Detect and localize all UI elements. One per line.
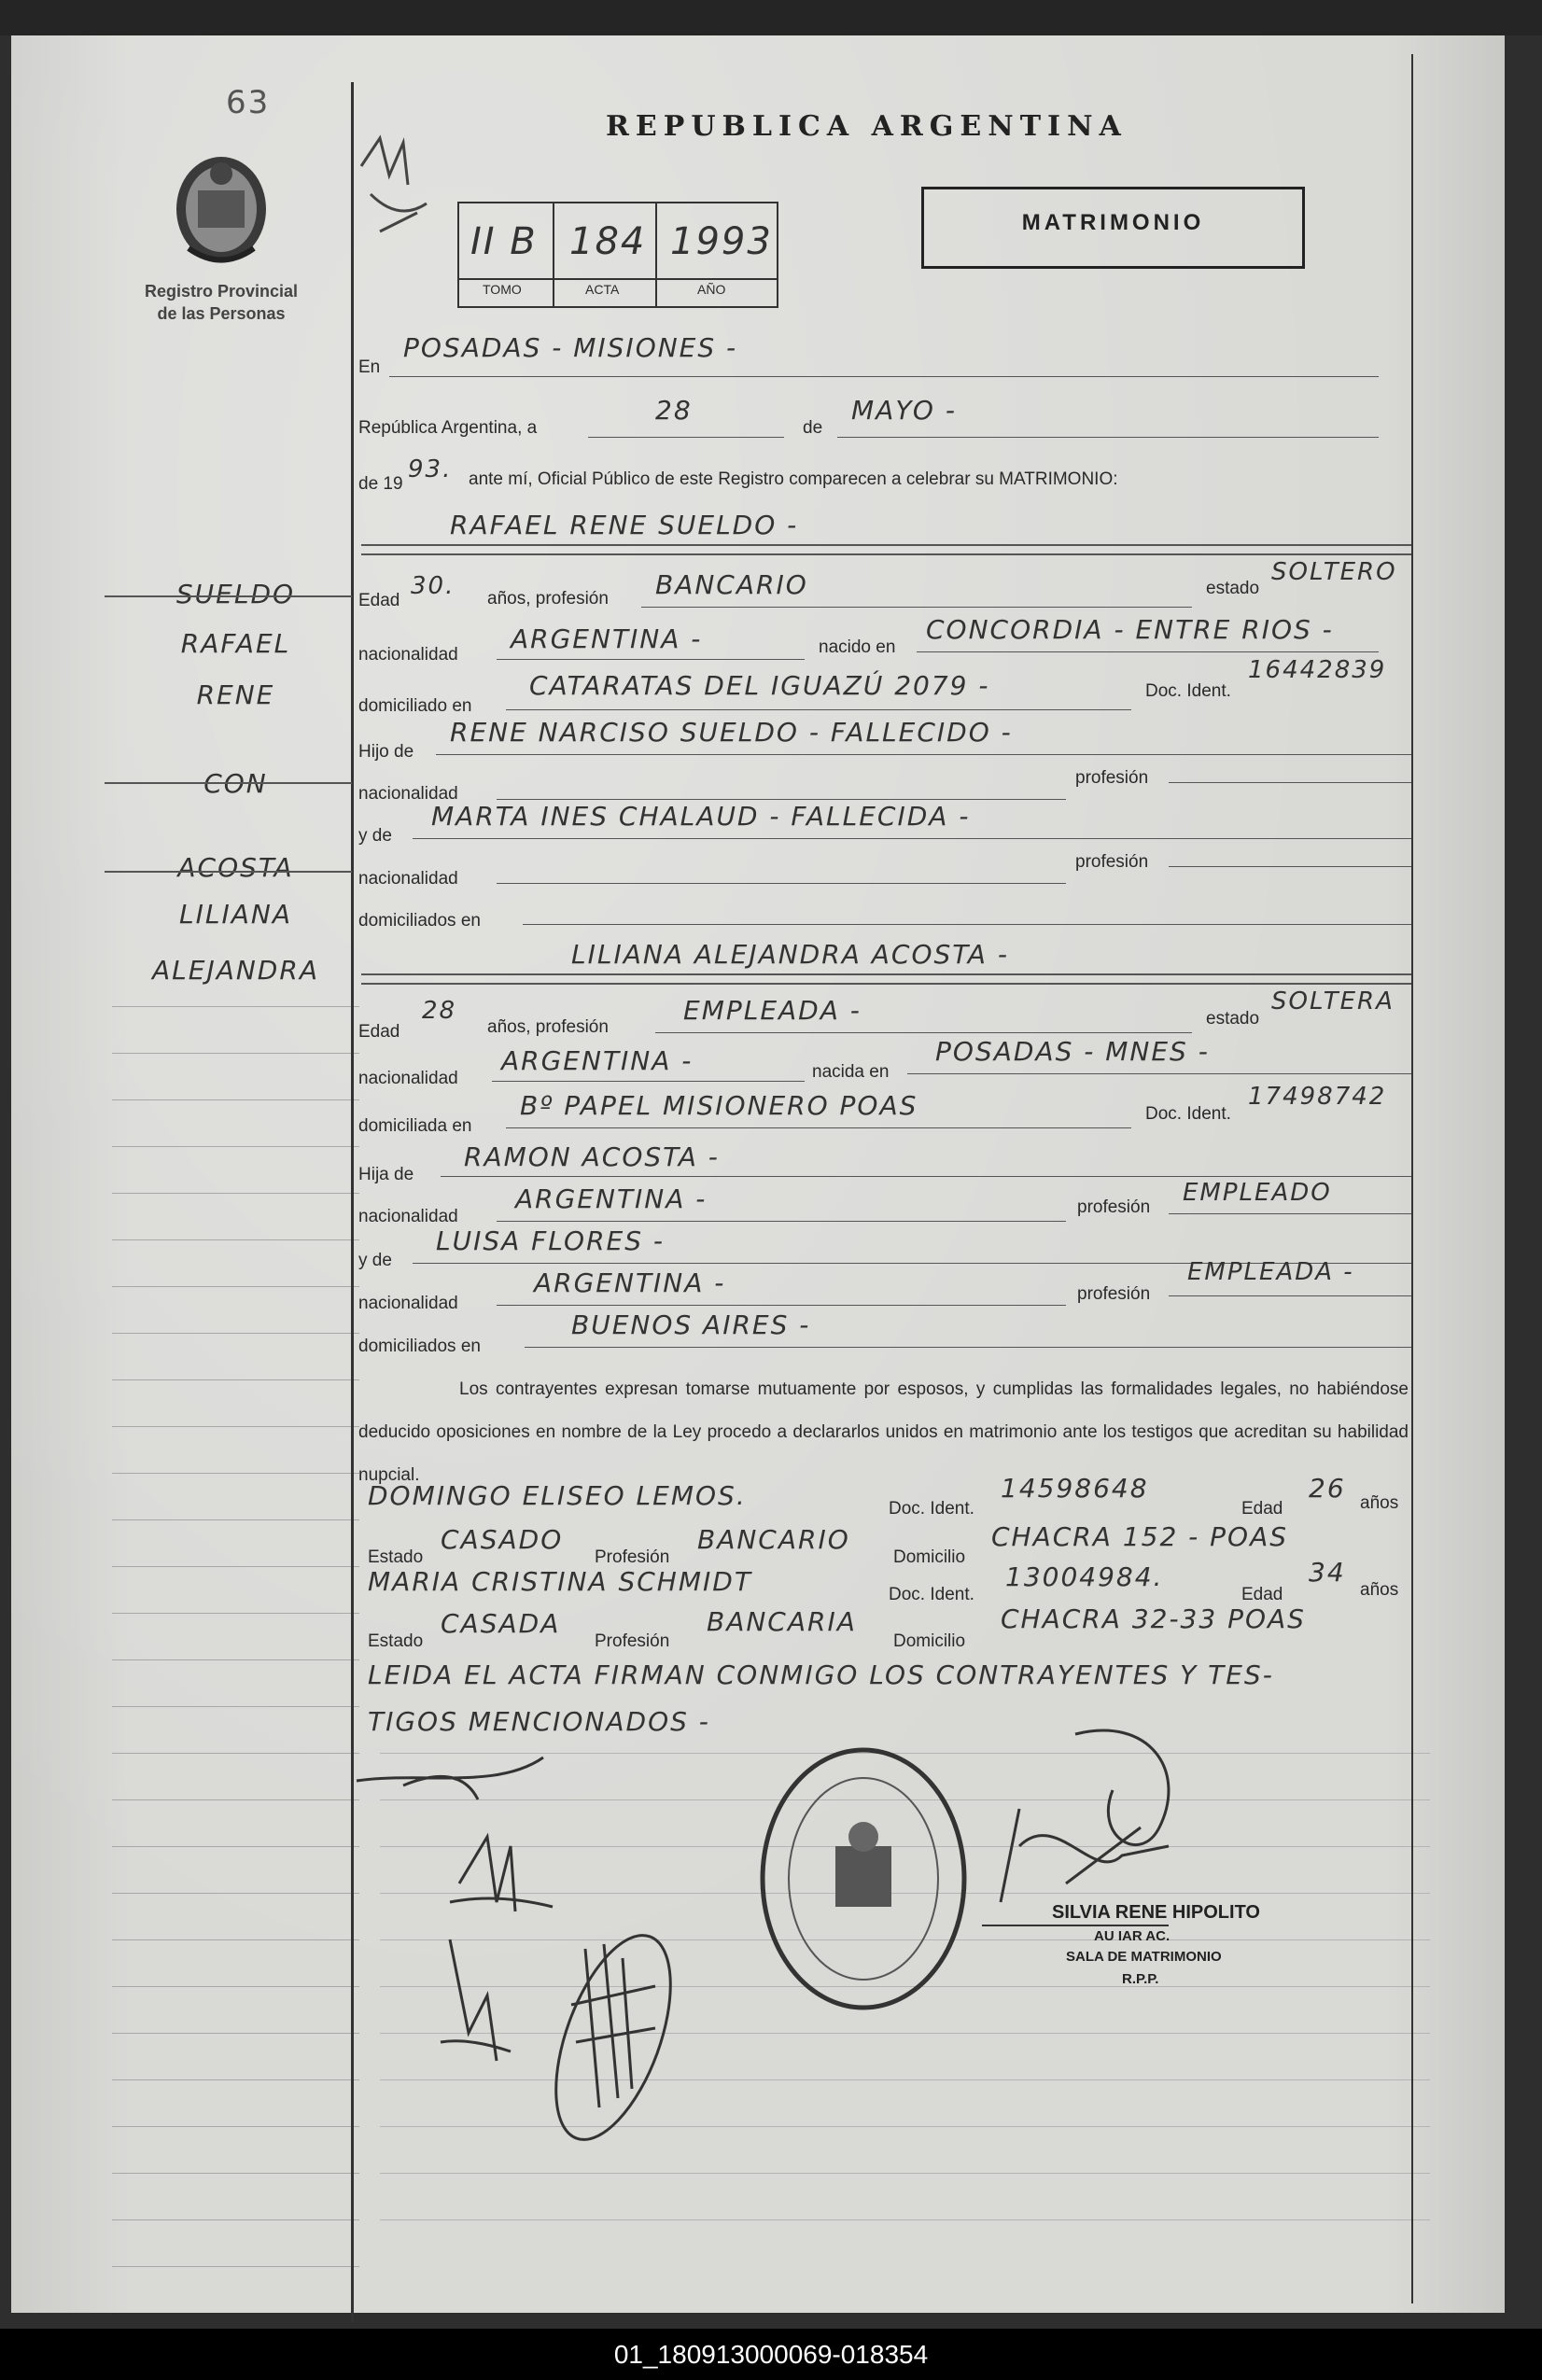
witness2-anos-label: años <box>1360 1580 1399 1600</box>
groom-parents-dom-label: domiciliados en <box>358 911 481 931</box>
bride-profession-line <box>655 1032 1192 1033</box>
official-seal <box>756 1743 971 2014</box>
bride-father-nationality: ARGENTINA - <box>515 1183 708 1214</box>
margin-line <box>105 595 352 597</box>
margin-bride-surname: ACOSTA <box>177 852 294 883</box>
bride-parents-dom-line <box>525 1347 1411 1348</box>
witness1-anos-label: años <box>1360 1493 1399 1513</box>
witness2-profesion-label: Profesión <box>595 1631 670 1651</box>
witness2-age: 34 <box>1309 1557 1346 1588</box>
margin-bride-given-1: LILIANA <box>179 899 292 930</box>
bride-address: Bº PAPEL MISIONERO POAS <box>520 1090 918 1121</box>
groom-mother: MARTA INES CHALAUD - FALLECIDA - <box>431 801 971 832</box>
bride-marital-status: SOLTERA <box>1271 987 1395 1015</box>
bride-mother: LUISA FLORES - <box>436 1225 665 1256</box>
ano-label: AÑO <box>697 282 726 297</box>
groom-father-nat-line <box>497 799 1066 800</box>
label-de-19: de 19 <box>358 474 403 494</box>
groom-yde-label: y de <box>358 826 392 846</box>
place-line <box>389 376 1379 377</box>
bride-father-profession: EMPLEADO <box>1183 1179 1332 1207</box>
bride-mother-nat-line <box>497 1305 1066 1306</box>
day-line <box>588 437 784 438</box>
bride-name-line <box>361 973 1411 975</box>
groom-birthplace-line <box>917 651 1379 652</box>
scan-caption: 01_180913000069-018354 <box>0 2329 1542 2380</box>
officiant-title-3: R.P.P. <box>1122 1971 1159 1987</box>
bride-nationality-line <box>492 1081 805 1082</box>
groom-nationality-line <box>497 659 805 660</box>
label-de: de <box>803 418 823 438</box>
label-en: En <box>358 357 381 377</box>
acta-label: ACTA <box>585 282 620 297</box>
witness2-name: MARIA CRISTINA SCHMIDT <box>368 1566 752 1597</box>
bride-parents-address: BUENOS AIRES - <box>571 1309 811 1340</box>
bride-father-nac-label: nacionalidad <box>358 1207 458 1226</box>
witness1-name: DOMINGO ELISEO LEMOS. <box>368 1480 747 1511</box>
bride-birthplace-line <box>907 1073 1411 1074</box>
witness2-doc-label: Doc. Ident. <box>889 1585 974 1604</box>
groom-parents-dom-line <box>523 924 1411 925</box>
bride-father-nat-line <box>497 1221 1066 1222</box>
tomo-value: II B <box>470 220 538 263</box>
officiant-title-1: AU IAR AC. <box>1094 1928 1171 1944</box>
bride-doc-number: 17498742 <box>1248 1083 1387 1111</box>
bride-hija-label: Hija de <box>358 1165 414 1184</box>
margin-groom-given-1: RAFAEL <box>180 628 291 659</box>
acta-value: 184 <box>569 220 647 263</box>
month-value: MAYO - <box>851 395 957 426</box>
groom-doc-number: 16442839 <box>1248 656 1387 684</box>
registry-name <box>123 280 319 325</box>
witness2-edad-label: Edad <box>1241 1585 1283 1604</box>
officiant-title-2: SALA DE MATRIMONIO <box>1066 1949 1222 1965</box>
witness1-profession: BANCARIO <box>697 1524 850 1555</box>
witness1-doc-label: Doc. Ident. <box>889 1499 974 1519</box>
bride-age: 28 <box>422 997 457 1025</box>
witness1-edad-label: Edad <box>1241 1499 1283 1519</box>
initials-mark <box>352 110 436 245</box>
certificate-page <box>11 35 1505 2313</box>
bride-nacionalidad-label: nacionalidad <box>358 1069 458 1088</box>
groom-father-nac-label: nacionalidad <box>358 784 458 804</box>
groom-nationality: ARGENTINA - <box>511 623 703 654</box>
bride-mother-nac-label: nacionalidad <box>358 1294 458 1313</box>
year-value: 93. <box>408 455 453 483</box>
place-value: POSADAS - MISIONES - <box>403 332 738 363</box>
bride-mother-prof-label: profesión <box>1077 1284 1151 1304</box>
page-number: 63 <box>226 84 271 121</box>
bride-name-line-2 <box>361 983 1411 985</box>
groom-doc-label: Doc. Ident. <box>1145 681 1231 701</box>
witness1-address: CHACRA 152 - POAS <box>991 1521 1289 1552</box>
witness2-estado-label: Estado <box>368 1631 424 1651</box>
witness1-age: 26 <box>1309 1473 1346 1504</box>
bride-father-prof-label: profesión <box>1077 1197 1151 1217</box>
witness2-address: CHACRA 32-33 POAS <box>1001 1603 1306 1634</box>
groom-father-prof-line <box>1169 782 1411 783</box>
certificate-type-box <box>921 187 1305 269</box>
bride-doc-label: Doc. Ident. <box>1145 1104 1231 1124</box>
groom-estado-label: estado <box>1206 579 1260 598</box>
groom-mother-line <box>413 838 1411 839</box>
bride-mother-profession: EMPLEADA - <box>1187 1258 1354 1286</box>
tomo-label: TOMO <box>483 282 522 297</box>
day-value: 28 <box>655 395 693 426</box>
bride-mother-nationality: ARGENTINA - <box>534 1267 726 1298</box>
witness1-marital-status: CASADO <box>441 1524 564 1555</box>
groom-nacionalidad-label: nacionalidad <box>358 645 458 665</box>
margin-groom-given-2: RENE <box>196 679 275 710</box>
bride-domiciliada-label: domiciliada en <box>358 1116 472 1136</box>
intro-text: ante mí, Oficial Público de este Registro comparecen a celebrar su MATRIMONIO: <box>469 469 1118 489</box>
margin-bride-given-2: ALEJANDRA <box>152 955 319 986</box>
declaration-text: Los contrayentes expresan tomarse mutuamente por esposos, y cumplidas las formalidades legales, no habiéndose deducido oposiciones en nombre de la Ley procedo a declararlos unidos en matrimonio ante los testigos que acreditan su habilidad nupcial. <box>358 1379 1409 1485</box>
groom-profession-line <box>641 607 1192 608</box>
witness1-doc-number: 14598648 <box>1001 1473 1149 1504</box>
bride-mother-prof-line <box>1169 1295 1411 1296</box>
label-republica: República Argentina, a <box>358 418 538 438</box>
document-title: REPUBLICA ARGENTINA <box>606 110 1128 143</box>
bride-name: LILIANA ALEJANDRA ACOSTA - <box>571 939 1009 970</box>
witness1-domicilio-label: Domicilio <box>893 1547 966 1567</box>
month-line <box>837 437 1379 438</box>
groom-nacido-label: nacido en <box>819 637 896 657</box>
witness2-doc-number: 13004984. <box>1005 1561 1164 1592</box>
registry-line-1: Registro Provincial <box>144 282 299 301</box>
bride-nacida-label: nacida en <box>812 1062 890 1082</box>
bride-profesion-label: años, profesión <box>487 1017 609 1037</box>
margin-con: CON <box>203 768 268 799</box>
witness2-marital-status: CASADA <box>441 1608 561 1639</box>
bride-parents-dom-label: domiciliados en <box>358 1337 481 1356</box>
groom-name-line-2 <box>361 553 1411 555</box>
groom-name: RAFAEL RENE SUELDO - <box>450 510 799 540</box>
groom-name-line <box>361 544 1411 546</box>
groom-profesion-label: años, profesión <box>487 589 609 609</box>
witness2-domicilio-label: Domicilio <box>893 1631 966 1651</box>
groom-birthplace: CONCORDIA - ENTRE RIOS - <box>926 614 1334 645</box>
bride-profession: EMPLEADA - <box>683 995 862 1026</box>
scan-top-edge <box>0 0 1542 35</box>
record-reference-box <box>457 202 778 308</box>
bride-father-line <box>441 1176 1411 1177</box>
margin-line-3 <box>105 871 352 873</box>
bride-father-prof-line <box>1169 1213 1411 1214</box>
bride-father: RAMON ACOSTA - <box>464 1141 720 1172</box>
groom-father-line <box>436 754 1411 755</box>
closing-line-2: TIGOS MENCIONADOS - <box>368 1706 710 1737</box>
registry-line-2: de las Personas <box>157 304 286 323</box>
groom-marital-status: SOLTERO <box>1271 558 1397 586</box>
margin-groom-surname: SUELDO <box>175 579 296 609</box>
bride-nationality: ARGENTINA - <box>501 1045 694 1076</box>
groom-address-line <box>506 709 1131 710</box>
groom-domiciliado-label: domiciliado en <box>358 696 472 716</box>
groom-hijo-label: Hijo de <box>358 742 414 762</box>
coat-of-arms-emblem <box>170 146 273 267</box>
groom-profession: BANCARIO <box>655 569 808 600</box>
bride-birthplace: POSADAS - MNES - <box>935 1036 1210 1067</box>
groom-address: CATARATAS DEL IGUAZÚ 2079 - <box>529 670 990 701</box>
officiant-name: SILVIA RENE HIPOLITO <box>1052 1902 1260 1923</box>
witness2-profession: BANCARIA <box>707 1606 857 1637</box>
bride-yde-label: y de <box>358 1251 392 1270</box>
bride-edad-label: Edad <box>358 1022 400 1042</box>
groom-mother-nac-label: nacionalidad <box>358 869 458 889</box>
groom-edad-label: Edad <box>358 591 400 610</box>
closing-line-1: LEIDA EL ACTA FIRMAN CONMIGO LOS CONTRAYENTES Y TES- <box>368 1659 1274 1690</box>
bride-estado-label: estado <box>1206 1009 1260 1029</box>
ano-value: 1993 <box>670 220 773 263</box>
groom-mother-nat-line <box>497 883 1066 884</box>
witness1-estado-label: Estado <box>368 1547 424 1567</box>
bride-address-line <box>506 1127 1131 1128</box>
margin-line-2 <box>105 782 352 784</box>
groom-mother-prof-label: profesión <box>1075 852 1149 872</box>
groom-father-prof-label: profesión <box>1075 768 1149 788</box>
groom-age: 30. <box>411 572 456 600</box>
witness1-profesion-label: Profesión <box>595 1547 670 1567</box>
certificate-type: MATRIMONIO <box>1021 210 1205 235</box>
groom-mother-prof-line <box>1169 866 1411 867</box>
groom-father: RENE NARCISO SUELDO - FALLECIDO - <box>450 717 1013 748</box>
